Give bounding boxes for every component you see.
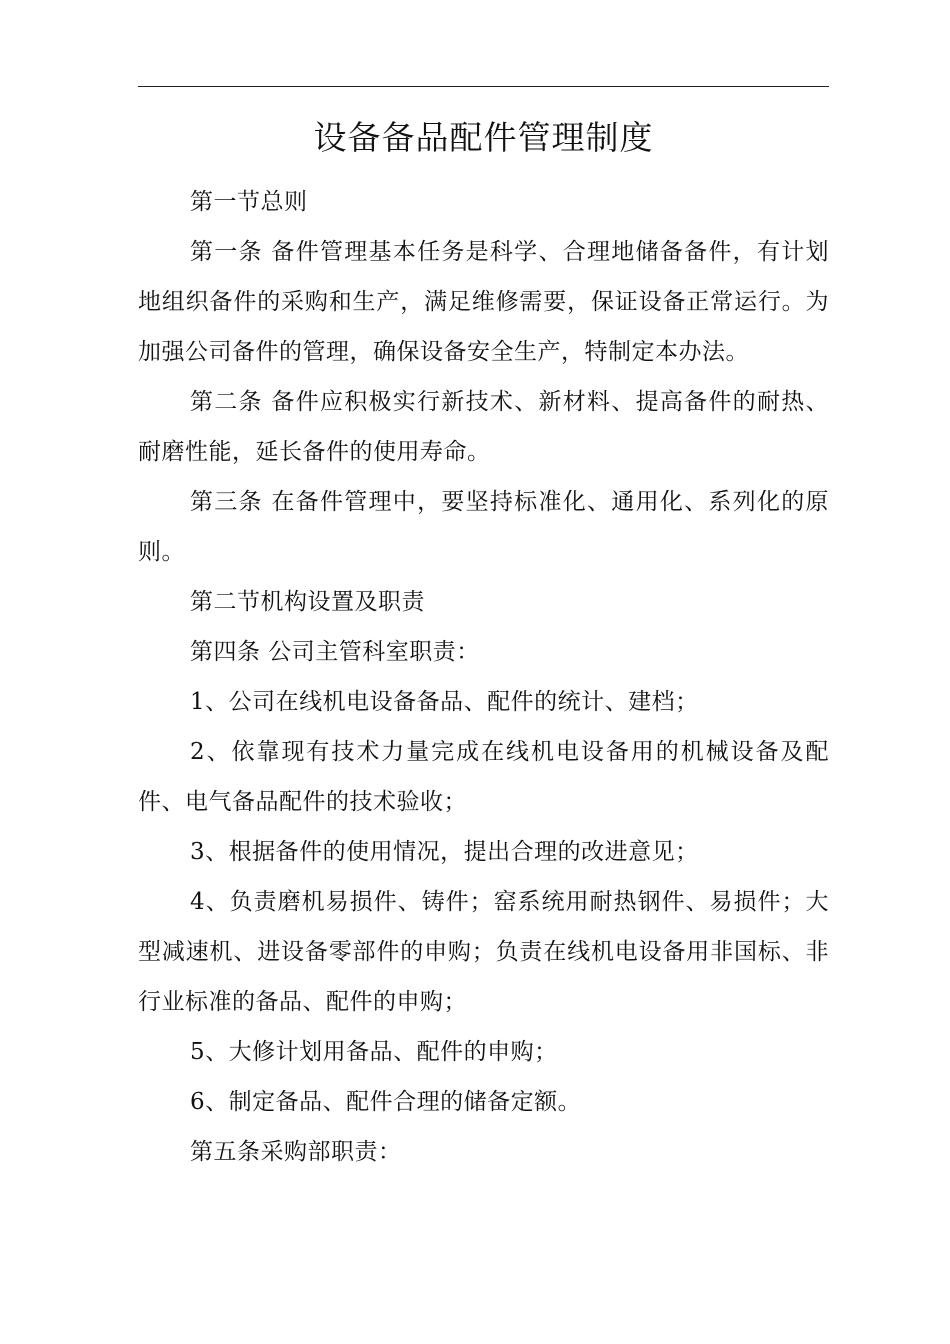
article-1: 第一条 备件管理基本任务是科学、合理地储备备件，有计划地组织备件的采购和生产，满足维修需要，保证设备正常运行。为加强公司备件的管理，确保设备安全生产，特制定本办法。: [138, 239, 829, 365]
list-item: 6、制定备品、配件合理的储备定额。: [190, 1089, 582, 1115]
article-4: 第四条 公司主管科室职责：: [190, 639, 480, 665]
section-heading-organization: 第二节机构设置及职责: [190, 589, 425, 615]
list-item: 5、大修计划用备品、配件的申购；: [190, 1039, 558, 1065]
list-item: 2、依靠现有技术力量完成在线机电设备用的机械设备及配件、电气备品配件的技术验收；: [138, 739, 829, 815]
header-rule: [138, 86, 829, 87]
document-body: [138, 177, 829, 1177]
document-title: 设备备品配件管理制度: [313, 118, 654, 157]
section-heading-general: 第一节总则: [190, 189, 308, 215]
article-5: 第五条采购部职责：: [190, 1139, 402, 1165]
article-2: 第二条 备件应积极实行新技术、新材料、提高备件的耐热、耐磨性能，延长备件的使用寿命。: [138, 389, 829, 465]
list-item: 1、公司在线机电设备备品、配件的统计、建档；: [190, 689, 699, 715]
list-item: 4、负责磨机易损件、铸件；窑系统用耐热钢件、易损件；大型减速机、进设备零部件的申购；负责在线机电设备用非国标、非行业标准的备品、配件的申购；: [138, 889, 829, 1015]
list-item: 3、根据备件的使用情况，提出合理的改进意见；: [190, 839, 699, 865]
article-3: 第三条 在备件管理中，要坚持标准化、通用化、系列化的原则。: [138, 489, 829, 565]
